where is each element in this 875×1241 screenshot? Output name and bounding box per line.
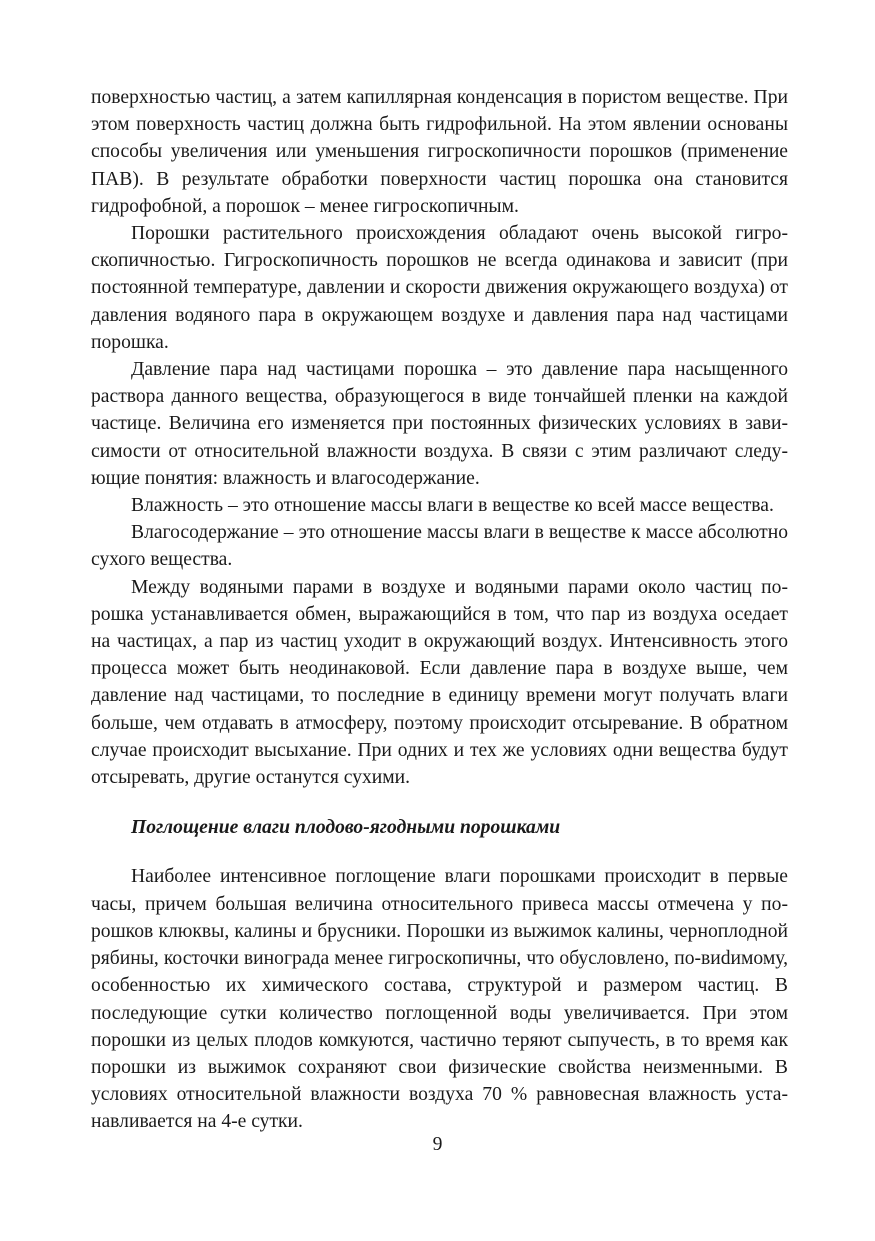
paragraph-moisture-content-definition: Влагосодержание – это отношение массы влаги в веществе к массе абсолютно сухого вещества.: [91, 522, 788, 571]
paragraph-moisture-absorption: Наиболее интенсивное поглощение влаги порошками происходит в первые часы, причем большая величина относительного привеса массы отмечена у порошков клюквы, калины и брусники. Порошки из выжимок калины, черноплодной рябины, косточки винограда менее гигроскопичны, что обусловлено, по-виdимому, особенностью их химического состава, структурой и размером частиц. В последующие сутки количество поглощенной воды увеличивается. При этом порошки из целых плодов комкуются, частично теряют сыпучесть, в то время как порошки из выжимок сохраняют свои физические свойства неизменными. В условиях относительной влажности воздуха 70 % равновесная влажность устанавливается на 4-е сутки.: [91, 866, 788, 1133]
section-heading: Поглощение влаги плодово-ягодными порошками: [131, 817, 561, 839]
paragraph-continuation: поверхностью частиц, а затем капиллярная конденсация в пористом веществе. При этом поверхность частиц должна быть гидрофильной. На этом явлении основаны способы увеличения или уменьшения гигроскопичности порошков (применение ПАВ). В результате обработки поверхности частиц порошка она становится гидрофобной, а порошок – менее гигроскопичным.: [91, 87, 788, 217]
paragraph-humidity-definition: Влажность – это отношение массы влаги в веществе ко всей массе вещества.: [131, 495, 774, 517]
paragraph-vapor-exchange: Между водяными парами в воздухе и водяными парами около частиц порошка устанавливается обмен, выражающийся в том, что пар из воздуха оседает на частицах, а пар из частиц уходит в окружающий воздух. Интенсивность этого процесса может быть неодинаковой. Если давление пара в воздухе выше, чем давление над частицами, то последние в единицу времени могут получать влаги больше, чем отдавать в атмосферу, поэтому происходит отсыревание. В обратном случае происходит высыхание. При одних и тех же условиях одни вещества будут отсыревать, другие останутся сухими.: [91, 576, 788, 789]
page-number: 9: [432, 1134, 443, 1155]
page-body: [91, 84, 788, 1136]
paragraph-vapor-pressure: Давление пара над частицами порошка – это давление пара насыщенного раствора данного вещества, образующегося в виде тончайшей пленки на каждой частице. Величина его изменяется при постоянных физических условиях в зависимости от относительной влажности воздуха. В связи с этим различают следующие понятия: влажность и влагосодержание.: [91, 359, 788, 489]
paragraph-plant-powders: Порошки растительного происхождения обладают очень высокой гигроскопичностью. Гигроскопичность порошков не всегда одинакова и зависит (при постоянной температуре, давлении и скорости движения окружающего воздуха) от давления водяного пара в окружающем воздухе и давления пара над частицами порошка.: [91, 223, 788, 353]
